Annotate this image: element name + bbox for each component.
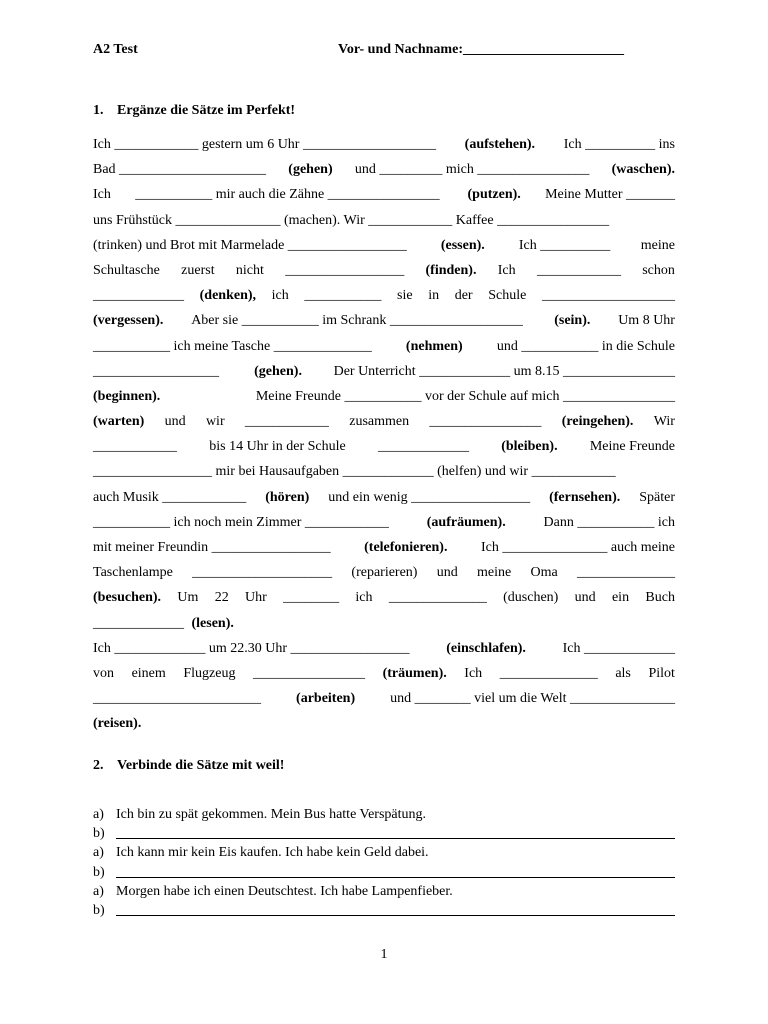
exercise-1-line xyxy=(93,636,675,661)
sentence-fragment: auch Musik ____________ xyxy=(93,489,250,505)
sentence-fragment: ____________________ xyxy=(192,565,333,581)
verb-hint: (warten) xyxy=(93,414,145,430)
answer-row xyxy=(93,901,675,920)
sentence-pair-a xyxy=(93,805,675,824)
sentence-fragment: Ich _____________ xyxy=(559,640,675,656)
exercise-1-line xyxy=(93,535,675,560)
sentence-fragment: ________________________ xyxy=(93,691,265,707)
sentence-fragment: ein xyxy=(611,590,630,606)
level-label: A2 Test xyxy=(93,42,138,57)
sentence-fragment: _____________ xyxy=(93,615,188,631)
exercise-1-line xyxy=(93,510,675,535)
sentence-fragment: Meine Mutter _______ xyxy=(545,187,675,203)
sentence-fragment: ___________ ich noch mein Zimmer ____________ xyxy=(93,514,393,530)
sentence-fragment: meine xyxy=(640,237,675,253)
sentence-fragment: Der Unterricht _____________ um 8.15 ________________ xyxy=(333,363,675,379)
sentence-fragment: Meine Freunde xyxy=(589,439,675,455)
item-label: b) xyxy=(93,864,105,880)
section-1-number: 1. xyxy=(93,103,104,118)
verb-hint: (lesen). xyxy=(191,615,234,631)
verb-hint: (essen). xyxy=(440,237,485,253)
verb-hint: (denken), xyxy=(199,288,257,304)
sentence-fragment: von xyxy=(93,665,114,681)
sentence-fragment: Schule xyxy=(488,288,527,304)
sentence-fragment: als xyxy=(615,665,631,681)
verb-hint: (träumen). xyxy=(382,665,447,681)
sentence-fragment: der xyxy=(454,288,473,304)
sentence-fragment: einem xyxy=(131,665,166,681)
exercise-1-line xyxy=(93,611,675,636)
sentence-fragment: ________________ xyxy=(429,414,542,430)
exercise-1-line xyxy=(93,459,675,484)
verb-hint: (finden). xyxy=(425,262,477,278)
verb-hint: (beginnen). xyxy=(93,388,161,404)
sentence-fragment: Taschenlampe xyxy=(93,565,173,581)
section-2-heading: Verbinde die Sätze mit weil! xyxy=(117,758,285,773)
exercise-1-line xyxy=(93,283,675,308)
verb-hint: (putzen). xyxy=(467,187,521,203)
verb-hint: (gehen). xyxy=(254,363,302,379)
sentence-fragment: Um xyxy=(177,590,199,606)
sentence-fragment: Ich xyxy=(93,187,111,203)
section-2-number: 2. xyxy=(93,758,104,773)
answer-row xyxy=(93,863,675,882)
item-label: a) xyxy=(93,807,104,822)
sentence-fragment: mit meiner Freundin _________________ xyxy=(93,540,335,555)
sentence-fragment: meine xyxy=(477,565,512,581)
exercise-1-line xyxy=(93,384,675,409)
sentence-fragment: und xyxy=(164,414,186,430)
item-label: a) xyxy=(93,883,104,899)
exercise-1-line xyxy=(93,132,675,157)
sentence-fragment: Wir xyxy=(653,414,675,430)
verb-hint: (nehmen) xyxy=(405,338,463,354)
sentence-fragment: ______________ xyxy=(576,565,675,581)
verb-hint: (aufräumen). xyxy=(426,514,506,530)
exercise-1-line xyxy=(93,359,675,384)
verb-hint: (sein). xyxy=(554,313,591,329)
sentence-fragment: ____________ xyxy=(536,262,621,278)
sentence-fragment: bis 14 Uhr in der Schule xyxy=(209,439,346,455)
page-number: 1 xyxy=(380,947,388,962)
sentence-fragment: Um 8 Uhr xyxy=(618,313,675,329)
sentence-fragment: Oma xyxy=(530,565,558,581)
sentence-fragment: ____________ xyxy=(93,439,177,455)
sentence-fragment: Schultasche xyxy=(93,262,160,278)
sentence-fragment: und _________ mich ________________ xyxy=(351,162,593,178)
exercise-1-line xyxy=(93,585,675,610)
page-header xyxy=(93,42,675,62)
sentence-fragment: Bad _____________________ xyxy=(93,162,270,178)
sentence-fragment: Ich ____________ gestern um 6 Uhr ___________________ xyxy=(93,137,440,152)
item-label: b) xyxy=(93,826,105,842)
sentence-fragment: ___________ xyxy=(304,288,382,304)
sentence-fragment: zusammen xyxy=(349,414,410,430)
sentence-fragment: und ___________ in die Schule xyxy=(493,338,675,354)
sentence-fragment: wir xyxy=(205,414,225,430)
sentence-fragment: und ________ viel um die Welt _______________ xyxy=(386,691,675,707)
sentence-fragment: (trinken) und Brot mit Marmelade _________________ xyxy=(93,237,411,253)
verb-hint: (besuchen). xyxy=(93,590,162,606)
verb-hint: (hören) xyxy=(265,489,310,505)
name-field-label[interactable]: Vor- und Nachname:_______________________ xyxy=(338,42,624,57)
sentence-fragment: Aber sie ___________ im Schrank ___________________ xyxy=(191,313,527,329)
verb-hint: (bleiben). xyxy=(501,439,558,455)
sentence-fragment: Später xyxy=(635,489,675,505)
exercise-1-line xyxy=(93,182,675,207)
answer-line[interactable] xyxy=(116,901,675,916)
exercise-1-line xyxy=(93,208,675,233)
sentence-fragment: ____________ xyxy=(244,414,329,430)
sentence-fragment: Ich xyxy=(464,665,483,681)
sentence-pair-a xyxy=(93,882,675,901)
verb-hint: (aufstehen). xyxy=(464,137,536,152)
section-1-title xyxy=(93,103,295,119)
sentence-fragment: Ich xyxy=(497,262,516,278)
exercise-1-line xyxy=(93,334,675,359)
sentence-fragment: Pilot xyxy=(648,665,675,681)
sentence-fragment: Dann ___________ ich xyxy=(540,514,675,530)
sentence-fragment: und xyxy=(574,590,596,606)
exercise-1-line xyxy=(93,661,675,686)
verb-hint: (arbeiten) xyxy=(296,691,356,707)
sentence-fragment: __________________ xyxy=(93,363,223,379)
section-1-heading: Ergänze die Sätze im Perfekt! xyxy=(117,103,296,118)
exercise-1-line xyxy=(93,233,675,258)
exercise-1-line xyxy=(93,711,675,736)
sentence-fragment: (duschen) xyxy=(503,590,559,606)
exercise-1-line xyxy=(93,308,675,333)
sentence-fragment: _________________ xyxy=(285,262,405,278)
answer-row xyxy=(93,824,675,843)
sentence-fragment: _____________ xyxy=(377,439,469,455)
sentence-fragment: sie xyxy=(397,288,413,304)
sentence-fragment: ______________ xyxy=(499,665,598,681)
sentence-text: Ich kann mir kein Eis kaufen. Ich habe kein Geld dabei. xyxy=(116,845,429,861)
answer-line[interactable] xyxy=(116,863,675,878)
sentence-text: Ich bin zu spät gekommen. Mein Bus hatte Verspätung. xyxy=(116,807,427,822)
sentence-pair-a xyxy=(93,843,675,862)
sentence-fragment: ________ xyxy=(283,590,340,606)
item-label: a) xyxy=(93,845,104,861)
sentence-fragment: _____________ xyxy=(93,288,184,304)
sentence-fragment: ___________ ich meine Tasche ______________ xyxy=(93,338,376,354)
sentence-fragment: 22 xyxy=(214,590,229,606)
sentence-fragment: ______________ xyxy=(388,590,487,606)
exercise-1-line xyxy=(93,258,675,283)
item-label: b) xyxy=(93,902,105,918)
sentence-fragment: Uhr xyxy=(245,590,267,606)
verb-hint: (fernsehen). xyxy=(549,489,621,505)
sentence-fragment: _________________ mir bei Hausaufgaben _____________ (helfen) und wir ____________ xyxy=(93,464,616,480)
exercise-1-line xyxy=(93,560,675,585)
sentence-fragment: Ich _______________ auch meine xyxy=(477,540,675,555)
sentence-fragment: ___________________ xyxy=(541,288,675,304)
sentence-fragment: in xyxy=(428,288,440,304)
sentence-fragment: Ich __________ xyxy=(515,237,611,253)
sentence-fragment: Buch xyxy=(645,590,675,606)
verb-hint: (vergessen). xyxy=(93,313,164,329)
exercise-1-line xyxy=(93,686,675,711)
sentence-fragment: uns Frühstück _______________ (machen). Wir ____________ Kaffee ________________ xyxy=(93,212,610,228)
section-2-title xyxy=(93,758,284,774)
sentence-fragment: ________________ xyxy=(253,665,366,681)
exercise-1-line xyxy=(93,409,675,434)
sentence-fragment: ich xyxy=(355,590,373,606)
answer-line[interactable] xyxy=(116,824,675,839)
exercise-2-list xyxy=(93,805,675,920)
sentence-text: Morgen habe ich einen Deutschtest. Ich habe Lampenfieber. xyxy=(116,883,453,899)
exercise-1-line xyxy=(93,485,675,510)
exercise-1-line xyxy=(93,157,675,182)
sentence-fragment: Ich _____________ um 22.30 Uhr _________________ xyxy=(93,640,414,656)
sentence-fragment: ___________ mir auch die Zähne ________________ xyxy=(135,187,444,203)
sentence-fragment: schon xyxy=(642,262,675,278)
exercise-1-text xyxy=(93,132,675,737)
sentence-fragment: (reparieren) xyxy=(351,565,418,581)
sentence-fragment: und ein wenig _________________ xyxy=(324,489,534,505)
sentence-fragment: Flugzeug xyxy=(183,665,236,681)
sentence-fragment: ich xyxy=(271,288,289,304)
verb-hint: (reingehen). xyxy=(561,414,634,430)
verb-hint: (telefonieren). xyxy=(364,540,448,555)
sentence-fragment: Ich __________ ins xyxy=(560,137,675,152)
sentence-fragment: Meine Freunde ___________ vor der Schule auf mich ________________ xyxy=(252,388,675,404)
verb-hint: (gehen) xyxy=(288,162,333,178)
sentence-fragment: und xyxy=(436,565,458,581)
sentence-fragment: zuerst xyxy=(181,262,215,278)
sentence-fragment: nicht xyxy=(235,262,264,278)
verb-hint: (einschlafen). xyxy=(446,640,526,656)
verb-hint: (reisen). xyxy=(93,716,142,732)
verb-hint: (waschen). xyxy=(611,162,675,178)
exercise-1-line xyxy=(93,434,675,459)
